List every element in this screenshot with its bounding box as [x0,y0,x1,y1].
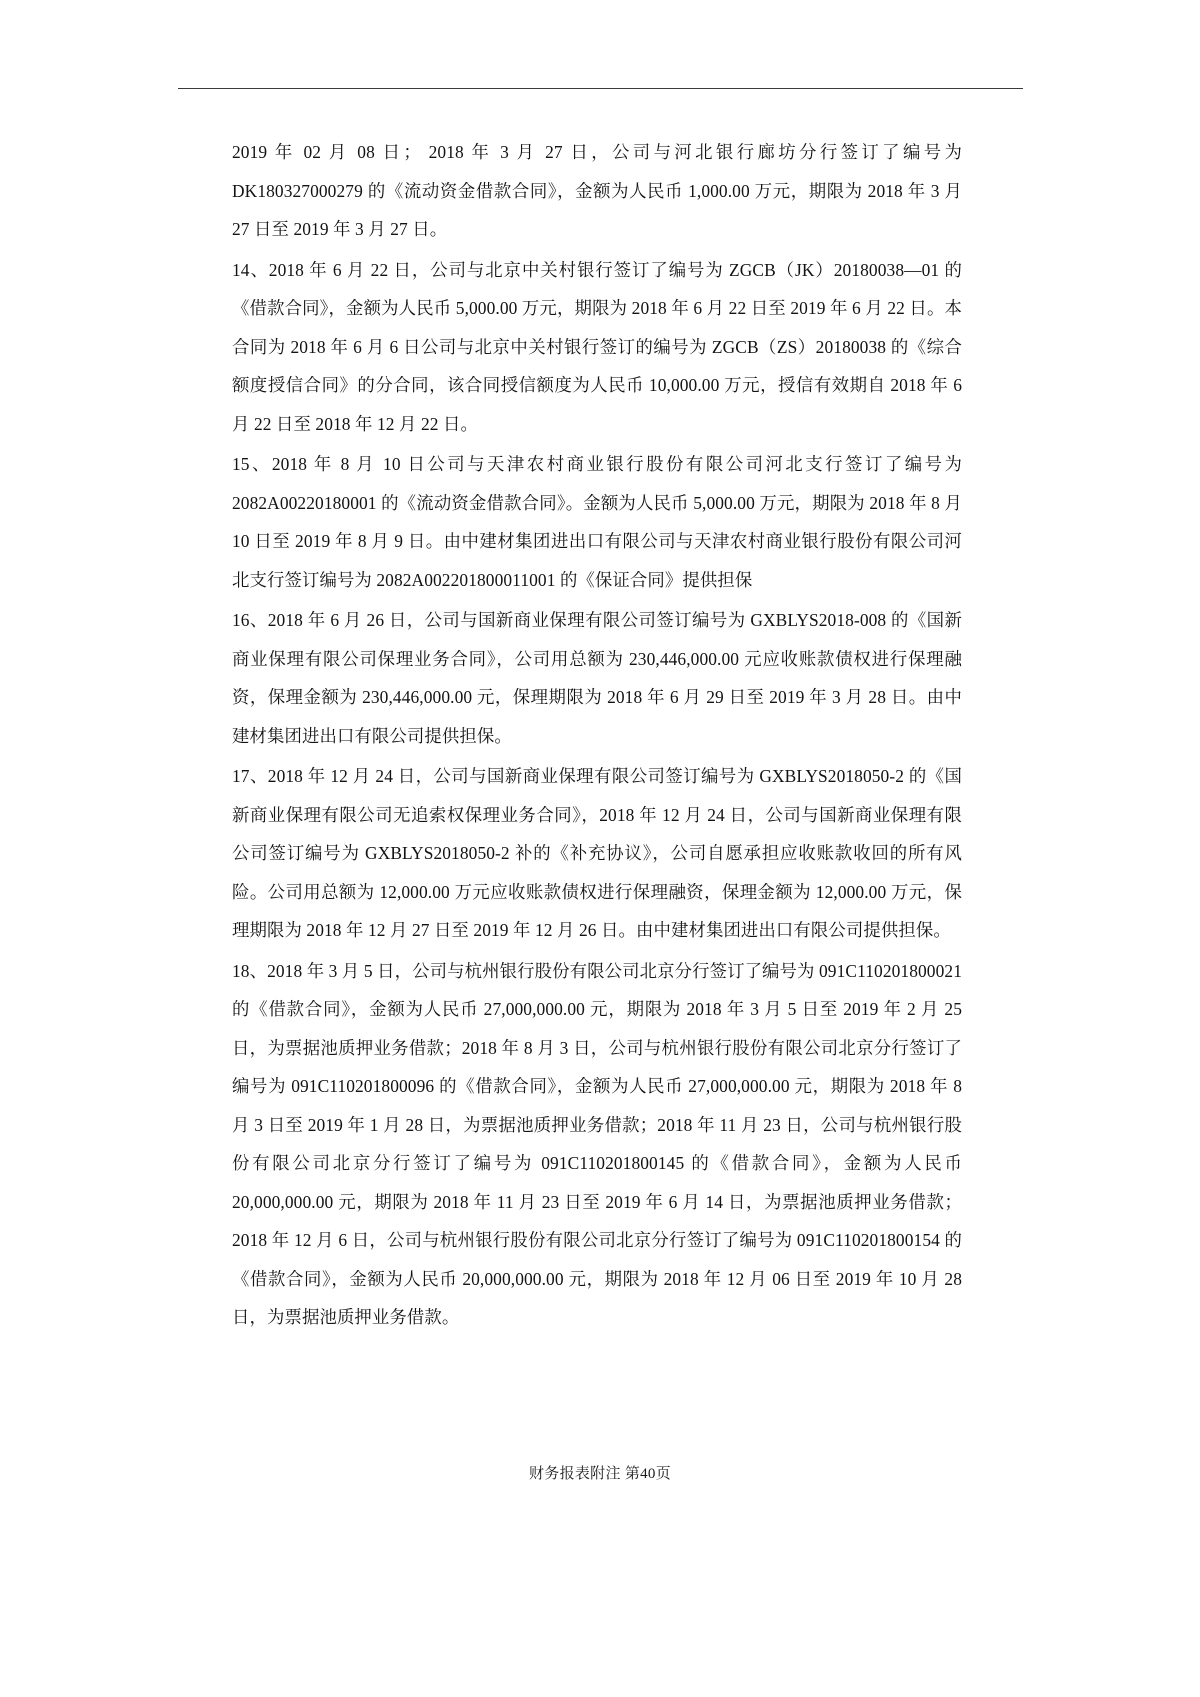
paragraph: 14、2018 年 6 月 22 日，公司与北京中关村银行签订了编号为 ZGCB（JK）20180038—01 的《借款合同》，金额为人民币 5,000.00 万元，期限为 2018 年 6 月 22 日至 2019 年 6 月 22 日。本合同为 2018 年 6 月 6 日公司与北京中关村银行签订的编号为 ZGCB（ZS）20180038 的《综合额度授信合同》的分合同，该合同授信额度为人民币 10,000.00 万元，授信有效期自 2018 年 6 月 22 日至 2018 年 12 月 22 日。 [232,259,967,434]
page-footer [0,1462,1200,1483]
paragraph: 15、2018 年 8 月 10 日公司与天津农村商业银行股份有限公司河北支行签订了编号为 2082A00220180001 的《流动资金借款合同》。金额为人民币 5,000.00 万元，期限为 2018 年 8 月 10 日至 2019 年 8 月 9 日。由中建材集团进出口有限公司与天津农村商业银行股份有限公司河北支行签订编号为 2082A002201800011001 的《保证合同》提供担保 [232,454,967,590]
paragraph: 2019 年 02 月 08 日； 2018 年 3 月 27 日，公司与河北银行廊坊分行签订了编号为 DK180327000279 的《流动资金借款合同》，金额为人民币 1,000.00 万元，期限为 2018 年 3 月 27 日至 2019 年 3 月 27 日。 [232,142,967,239]
header-divider [178,88,1023,89]
document-body [232,133,967,1337]
paragraph: 16、2018 年 6 月 26 日，公司与国新商业保理有限公司签订编号为 GXBLYS2018-008 的《国新商业保理有限公司保理业务合同》，公司用总额为 230,446,000.00 元应收账款债权进行保理融资，保理金额为 230,446,000.00 元，保理期限为 2018 年 6 月 29 日至 2019 年 3 月 28 日。由中建材集团进出口有限公司提供担保。 [232,610,962,746]
footer-label: 财务报表附注 第40页 [528,1466,672,1482]
paragraph: 17、2018 年 12 月 24 日，公司与国新商业保理有限公司签订编号为 GXBLYS2018050-2 的《国新商业保理有限公司无追索权保理业务合同》，2018 年 12 月 24 日，公司与国新商业保理有限公司签订编号为 GXBLYS2018050-2 补的《补充协议》，公司自愿承担应收账款收回的所有风险。公司用总额为 12,000.00 万元应收账款债权进行保理融资，保理金额为 12,000.00 万元，保理期限为 2018 年 12 月 27 日至 2019 年 12 月 26 日。由中建材集团进出口有限公司提供担保。 [232,766,962,940]
paragraph: 18、2018 年 3 月 5 日，公司与杭州银行股份有限公司北京分行签订了编号为 091C110201800021 的《借款合同》，金额为人民币 27,000,000.00 元，期限为 2018 年 3 月 5 日至 2019 年 2 月 25 日，为票据池质押业务借款；2018 年 8 月 3 日，公司与杭州银行股份有限公司北京分行签订了编号为 091C110201800096 的《借款合同》，金额为人民币 27,000,000.00 元，期限为 2018 年 8 月 3 日至 2019 年 1 月 28 日，为票据池质押业务借款；2018 年 11 月 23 日，公司与杭州银行股份有限公司北京分行签订了编号为 091C110201800145 的《借款合同》，金额为人民币 20,000,000.00 元，期限为 2018 年 11 月 23 日至 2019 年 6 月 14 日，为票据池质押业务借款；2018 年 12 月 6 日，公司与杭州银行股份有限公司北京分行签订了编号为 091C110201800154 的《借款合同》，金额为人民币 20,000,000.00 元，期限为 2018 年 12 月 06 日至 2019 年 10 月 28 日，为票据池质押业务借款。 [232,960,967,1327]
